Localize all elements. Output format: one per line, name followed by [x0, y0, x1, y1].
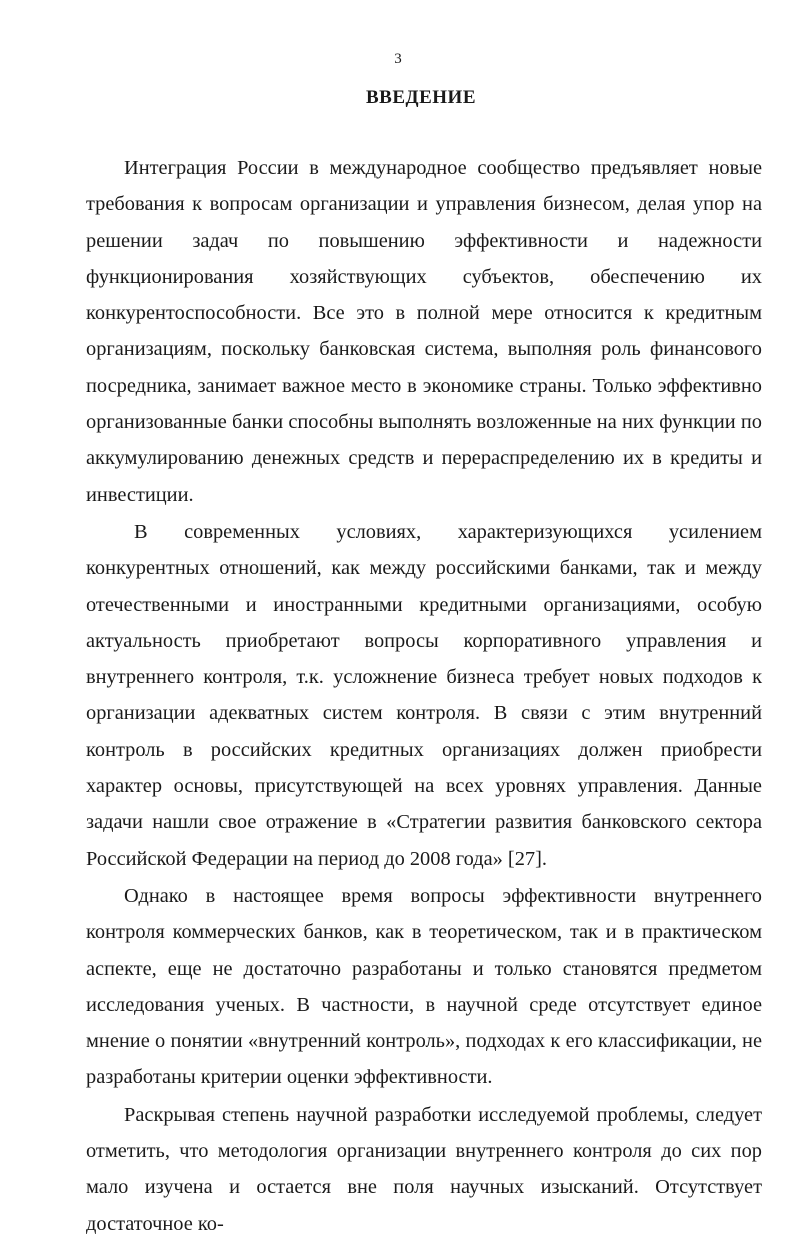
paragraph-research-degree: Раскрывая степень научной разработки исследуемой проблемы, следует отметить, что методология организации внутреннего контроля до сих пор мало изучена и остается вне поля научных изысканий. Отсутствует достаточное ко- — [86, 1103, 762, 1235]
paragraph-modern-conditions: В современных условиях, характеризующихся усилением конкурентных отношений, как между российскими банками, так и между отечественными и иностранными кредитными организациями, особую актуальность приобретают вопросы корпоративного управления и внутреннего контроля, т.к. усложнение бизнеса требует новых подходов к организации адекватных систем контроля. В связи с этим внутренний контроль в российских кредитных организациях должен приобрести характер основы, присутствующей на всех уровнях управления. Данные задачи нашли свое отражение в «Стратегии развития банковского сектора Российской Федерации на период до 2008 года» [27]. — [86, 520, 762, 870]
paragraph-integration: Интеграция России в международное сообщество предъявляет новые требования к вопросам организации и управления бизнесом, делая упор на решении задач по повышению эффективности и надежности функционирования хозяйствующих субъектов, обеспечению их конкурентоспособности. Все это в полной мере относится к кредитным организациям, поскольку банковская система, выполняя роль финансового посредника, занимает важное место в экономике страны. Только эффективно организованные банки способны выполнять возложенные на них функции по аккумулированию денежных средств и перераспределению их в кредиты и инвестиции. — [86, 157, 762, 506]
page-number: 3 — [394, 51, 402, 67]
paragraph-efficiency-issues: Однако в настоящее время вопросы эффективности внутреннего контроля коммерческих банков, как в теоретическом, так и в практическом аспекте, еще не достаточно разработаны и только становятся предметом исследования ученых. В частности, в научной среде отсутствует единое мнение о понятии «внутренний контроль», подходах к его классификации, не разработаны критерии оценки эффективности. — [86, 884, 762, 1089]
body-text — [86, 150, 762, 1242]
page-title: ВВЕДЕНИЕ — [366, 87, 476, 108]
